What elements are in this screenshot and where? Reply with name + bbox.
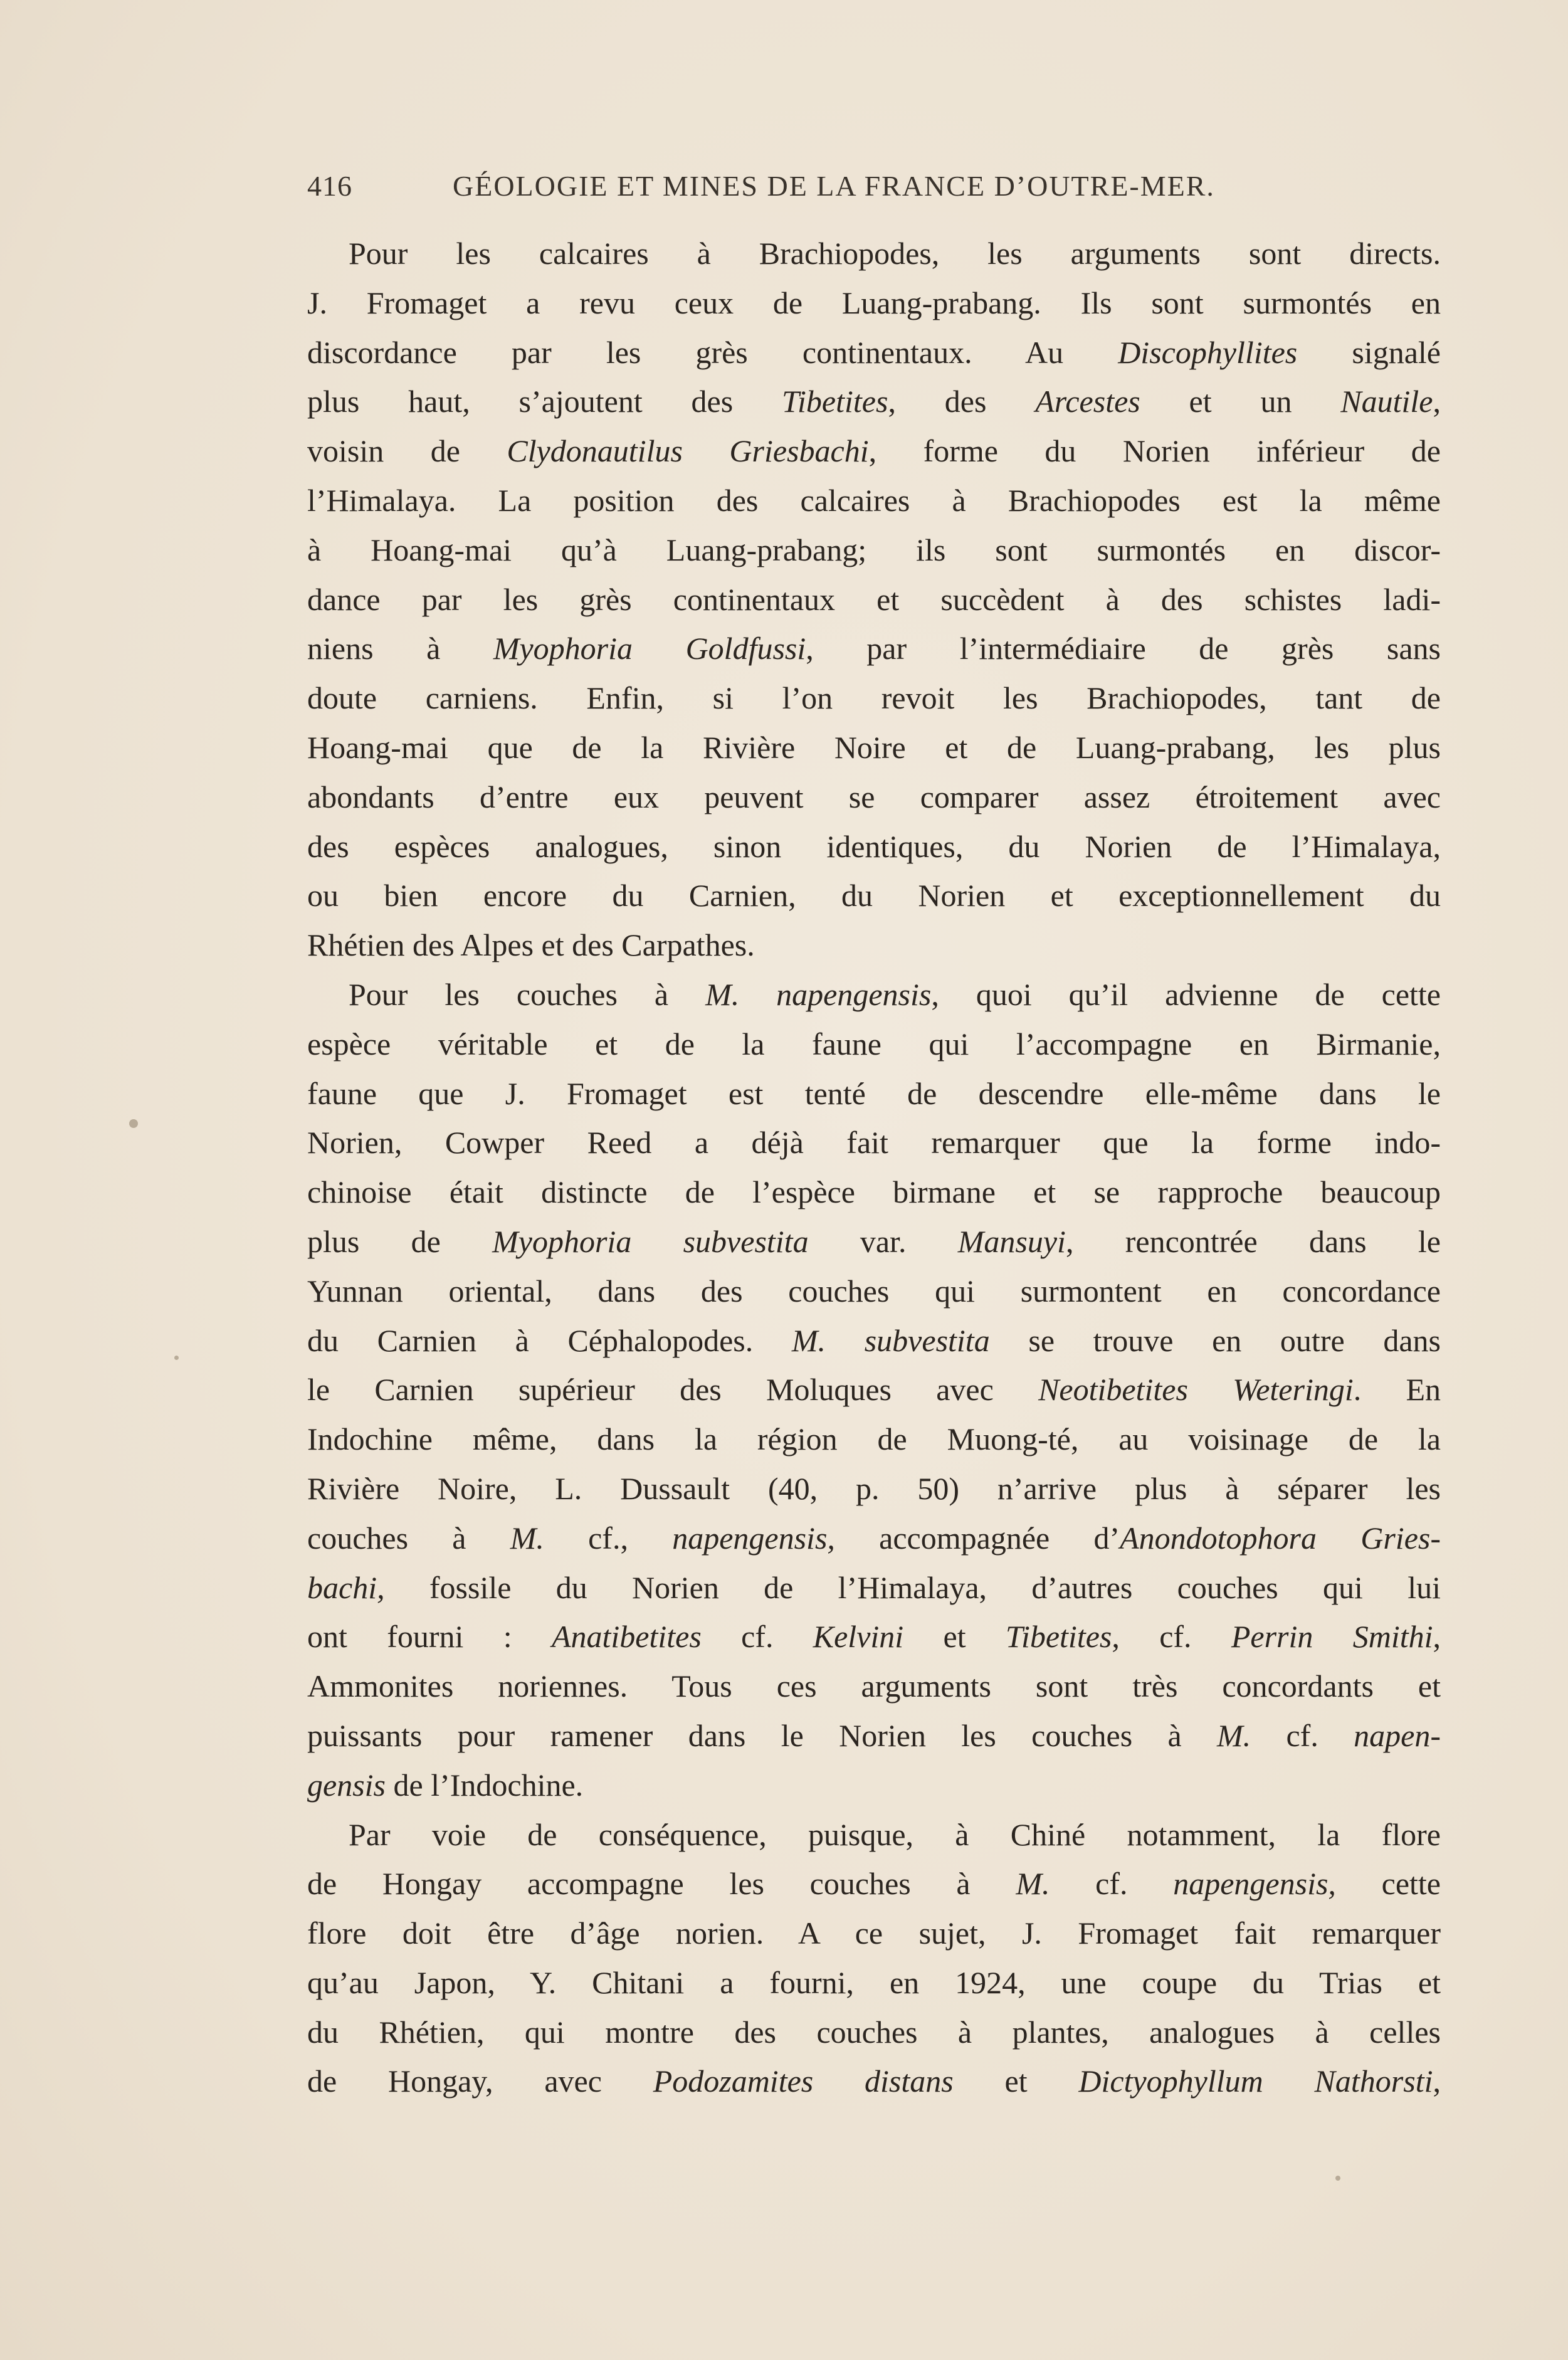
taxon-name: M. napengensis: [705, 976, 932, 1012]
text-run: de l’Indochine.: [386, 1767, 584, 1803]
text-line: [307, 2057, 1441, 2106]
text-run: , des: [888, 384, 1036, 419]
text-run: plus haut, s’ajoutent des: [307, 384, 782, 419]
text-run: qu’au Japon, Y. Chitani a fourni, en 1924, une coupe du Trias et: [307, 1964, 1441, 2000]
text-run: et un: [1140, 384, 1341, 419]
taxon-name: Myophoria Goldfussi: [493, 631, 806, 666]
text-run: signalé: [1297, 334, 1441, 370]
text-run: Hoang-mai que de la Rivière Noire et de Luang-prabang, les plus: [307, 729, 1441, 765]
taxon-name: napengensis,: [672, 1520, 835, 1556]
taxon-name: M.: [510, 1520, 544, 1556]
text-run: J. Fromaget a revu ceux de Luang-prabang. Ils sont surmontés en: [307, 285, 1441, 320]
text-line: [307, 624, 1441, 673]
text-run: espèce véritable et de la faune qui l’accompagne en Birmanie,: [307, 1026, 1441, 1061]
text-line: [307, 1810, 1441, 1860]
text-run: accompagnée d’: [834, 1520, 1120, 1556]
text-run: puissants pour ramener dans le Norien les couches à: [307, 1717, 1218, 1753]
text-run: se trouve en outre dans: [989, 1322, 1441, 1358]
taxon-name: M.: [1217, 1717, 1251, 1753]
text-run: faune que J. Fromaget est tenté de descendre elle-même dans le: [307, 1075, 1441, 1111]
text-run: , cf.: [1112, 1619, 1231, 1655]
text-run: cf.,: [544, 1520, 673, 1556]
text-line: [307, 278, 1441, 328]
text-line: [307, 1761, 1441, 1810]
text-run: , par l’intermédiaire de grès sans: [806, 631, 1441, 666]
text-run: Pour les calcaires à Brachiopodes, les arguments sont directs.: [349, 236, 1441, 271]
text-run: niens à: [307, 631, 493, 666]
paper-speck: [174, 1356, 179, 1360]
text-run: du Rhétien, qui montre des couches à plantes, analogues à celles: [307, 2014, 1441, 2050]
taxon-name: Neotibetites Weteringi: [1038, 1372, 1354, 1408]
page-header: [307, 169, 1273, 213]
text-run: dance par les grès continentaux et succèdent à des schistes ladi-: [307, 581, 1441, 617]
text-run: ,: [1433, 2063, 1441, 2099]
text-run: ,: [1433, 384, 1441, 419]
text-run: ,: [1433, 1619, 1441, 1655]
taxon-name: Mansuyi: [957, 1223, 1066, 1259]
text-run: couches à: [307, 1520, 510, 1556]
text-line: [307, 822, 1441, 872]
text-run: l’Himalaya. La position des calcaires à Brachiopodes est la même: [307, 482, 1441, 518]
text-run: cf.: [1050, 1866, 1174, 1902]
taxon-name: Clydonautilus Griesbachi: [507, 433, 869, 469]
text-line: [307, 1662, 1441, 1711]
text-run: . En: [1353, 1372, 1441, 1408]
taxon-name: Perrin Smithi: [1231, 1619, 1433, 1655]
text-run: de Hongay accompagne les couches à: [307, 1866, 1016, 1902]
text-run: fossile du Norien de l’Himalaya, d’autres couches qui lui: [384, 1569, 1441, 1605]
text-run: du Carnien à Céphalopodes.: [307, 1322, 792, 1358]
text-run: var.: [808, 1223, 958, 1259]
text-run: de Hongay, avec: [307, 2063, 653, 2099]
taxon-name: bachi,: [307, 1569, 385, 1605]
text-line: [307, 1958, 1441, 2008]
paragraph-hongay-flora: [307, 1810, 1441, 2107]
text-run: des espèces analogues, sinon identiques, du Norien de l’Himalaya,: [307, 828, 1441, 864]
text-run: Rivière Noire, L. Dussault (40, p. 50) n’arrive plus à séparer les: [307, 1470, 1441, 1506]
taxon-name: Myophoria subvestita: [492, 1223, 809, 1259]
text-line: [307, 525, 1441, 575]
taxon-name: gensis: [307, 1767, 386, 1803]
text-line: [307, 1563, 1441, 1613]
text-line: [307, 1711, 1441, 1761]
text-line: [307, 426, 1441, 476]
text-run: Ammonites noriennes. Tous ces arguments sont très concordants et: [307, 1668, 1441, 1704]
text-run: voisin de: [307, 433, 507, 469]
paper-speck: [129, 1119, 138, 1128]
taxon-name: Anondotophora Gries-: [1120, 1520, 1441, 1556]
taxon-name: Arcestes: [1035, 384, 1140, 419]
taxon-name: Nautile: [1340, 384, 1433, 419]
taxon-name: M. subvestita: [791, 1322, 990, 1358]
text-run: cf.: [1251, 1717, 1354, 1753]
text-run: discordance par les grès continentaux. Au: [307, 334, 1118, 370]
text-run: le Carnien supérieur des Moluques avec: [307, 1372, 1039, 1408]
text-run: , forme du Norien inférieur de: [868, 433, 1441, 469]
text-run: cette: [1335, 1866, 1441, 1902]
paper-speck: [1335, 2176, 1340, 2181]
text-line: [307, 1217, 1441, 1267]
text-run: Indochine même, dans la région de Muong-té, au voisinage de la: [307, 1421, 1441, 1457]
text-line: [307, 871, 1441, 920]
text-line: [307, 476, 1441, 525]
text-run: ont fourni :: [307, 1619, 552, 1655]
text-run: à Hoang-mai qu’à Luang-prabang; ils sont surmontés en discor-: [307, 532, 1441, 567]
text-line: [307, 1414, 1441, 1464]
text-line: [307, 723, 1441, 772]
taxon-name: Kelvini: [813, 1619, 904, 1655]
paragraph-napengensis: [307, 970, 1441, 1810]
text-run: Norien, Cowper Reed a déjà fait remarquer que la forme indo-: [307, 1125, 1441, 1161]
text-line: [307, 970, 1441, 1019]
text-line: [307, 229, 1441, 278]
text-run: Yunnan oriental, dans des couches qui surmontent en concordance: [307, 1273, 1441, 1309]
taxon-name: Discophyllites: [1118, 334, 1298, 370]
taxon-name: napen-: [1354, 1717, 1441, 1753]
taxon-name: Dictyophyllum Nathorsti: [1078, 2063, 1433, 2099]
taxon-name: M.: [1016, 1866, 1050, 1902]
paragraph-brachiopods: [307, 229, 1441, 970]
text-line: [307, 1365, 1441, 1414]
text-line: [307, 2008, 1441, 2057]
text-run: plus de: [307, 1223, 493, 1259]
text-run: chinoise était distincte de l’espèce birmane et se rapproche beaucoup: [307, 1174, 1441, 1210]
text-run: cf.: [701, 1619, 813, 1655]
text-line: [307, 377, 1441, 426]
text-run: Par voie de conséquence, puisque, à Chiné notamment, la flore: [349, 1816, 1441, 1852]
taxon-name: Anatibetites: [551, 1619, 702, 1655]
taxon-name: Tibetites: [1005, 1619, 1112, 1655]
text-line: [307, 575, 1441, 624]
text-run: Rhétien des Alpes et des Carpathes.: [307, 927, 755, 963]
text-line: [307, 1612, 1441, 1662]
text-run: flore doit être d’âge norien. A ce sujet, J. Fromaget fait remarquer: [307, 1915, 1441, 1951]
text-run: doute carniens. Enfin, si l’on revoit les Brachiopodes, tant de: [307, 680, 1441, 716]
text-run: et: [903, 1619, 1006, 1655]
text-line: [307, 1167, 1441, 1217]
text-line: [307, 1859, 1441, 1909]
text-line: [307, 1267, 1441, 1316]
text-line: [307, 772, 1441, 822]
text-line: [307, 1118, 1441, 1167]
text-run: ou bien encore du Carnien, du Norien et exceptionnellement du: [307, 878, 1441, 914]
text-run: et: [953, 2063, 1079, 2099]
text-line: [307, 328, 1441, 377]
text-line: [307, 1019, 1441, 1069]
text-line: [307, 1316, 1441, 1366]
running-title: GÉOLOGIE ET MINES DE LA FRANCE D’OUTRE-MER.: [453, 170, 1215, 202]
text-line: [307, 1514, 1441, 1563]
taxon-name: napengensis,: [1173, 1866, 1336, 1902]
text-line: [307, 920, 1441, 970]
taxon-name: Podozamites distans: [653, 2063, 954, 2099]
text-run: abondants d’entre eux peuvent se comparer assez étroitement avec: [307, 779, 1441, 814]
text-line: [307, 1909, 1441, 1958]
text-run: , quoi qu’il advienne de cette: [931, 976, 1441, 1012]
text-run: , rencontrée dans le: [1065, 1223, 1441, 1259]
text-line: [307, 1069, 1441, 1119]
page-number: 416: [307, 170, 352, 202]
text-line: [307, 1464, 1441, 1514]
body-text: [307, 229, 1441, 2106]
taxon-name: Tibetites: [781, 384, 888, 419]
text-line: [307, 673, 1441, 723]
text-run: Pour les couches à: [349, 976, 706, 1012]
